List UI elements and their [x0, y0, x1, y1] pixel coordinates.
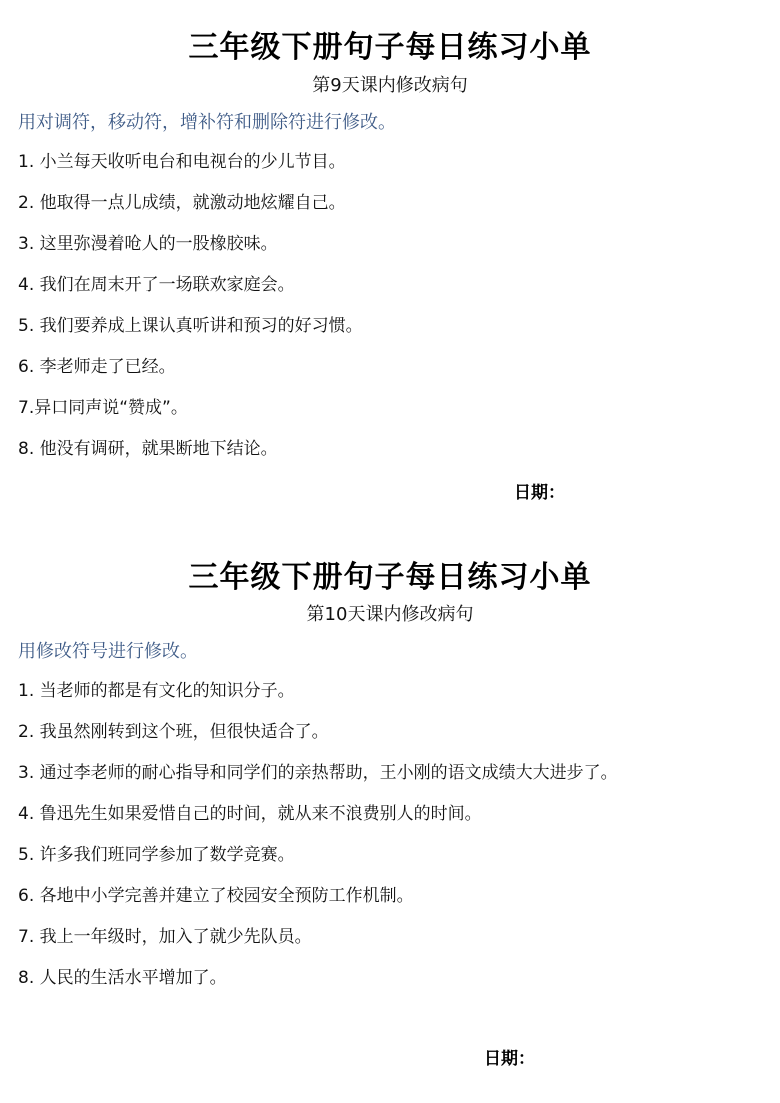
worksheet-title: 三年级下册句子每日练习小单 — [188, 30, 592, 65]
sentence-item: 1. 小兰每天收听电台和电视台的少儿节目。 — [18, 152, 346, 172]
sentence-item: 5. 我们要养成上课认真听讲和预习的好习惯。 — [18, 316, 363, 336]
date-label: 日期： — [484, 1049, 535, 1069]
sentence-item: 2. 我虽然刚转到这个班，但很快适合了。 — [18, 722, 329, 742]
worksheet-subtitle: 第9天课内修改病句 — [312, 75, 468, 96]
sentence-item: 7.异口同声说“赞成”。 — [18, 398, 188, 418]
date-label: 日期： — [514, 483, 565, 503]
sentence-item: 8. 人民的生活水平增加了。 — [18, 968, 227, 988]
sentence-item: 7. 我上一年级时，加入了就少先队员。 — [18, 927, 312, 947]
sentence-item: 3. 通过李老师的耐心指导和同学们的亲热帮助，王小刚的语文成绩大大进步了。 — [18, 763, 618, 783]
sentence-item: 6. 李老师走了已经。 — [18, 357, 176, 377]
instruction-text: 用修改符号进行修改。 — [18, 641, 198, 662]
sentence-item: 2. 他取得一点儿成绩，就激动地炫耀自己。 — [18, 193, 346, 213]
sentence-list — [18, 148, 363, 476]
instruction-text: 用对调符，移动符，增补符和删除符进行修改。 — [18, 112, 396, 133]
sentence-item: 8. 他没有调研，就果断地下结论。 — [18, 439, 278, 459]
sentence-item: 1. 当老师的都是有文化的知识分子。 — [18, 681, 295, 701]
worksheet-title: 三年级下册句子每日练习小单 — [188, 560, 592, 595]
sentence-item: 4. 鲁迅先生如果爱惜自己的时间，就从来不浪费别人的时间。 — [18, 804, 482, 824]
worksheet-subtitle: 第10天课内修改病句 — [306, 604, 474, 625]
sentence-item: 4. 我们在周末开了一场联欢家庭会。 — [18, 275, 295, 295]
sentence-item: 3. 这里弥漫着呛人的一股橡胶味。 — [18, 234, 278, 254]
sentence-list — [18, 677, 618, 1005]
sentence-item: 6. 各地中小学完善并建立了校园安全预防工作机制。 — [18, 886, 414, 906]
sentence-item: 5. 许多我们班同学参加了数学竞赛。 — [18, 845, 295, 865]
